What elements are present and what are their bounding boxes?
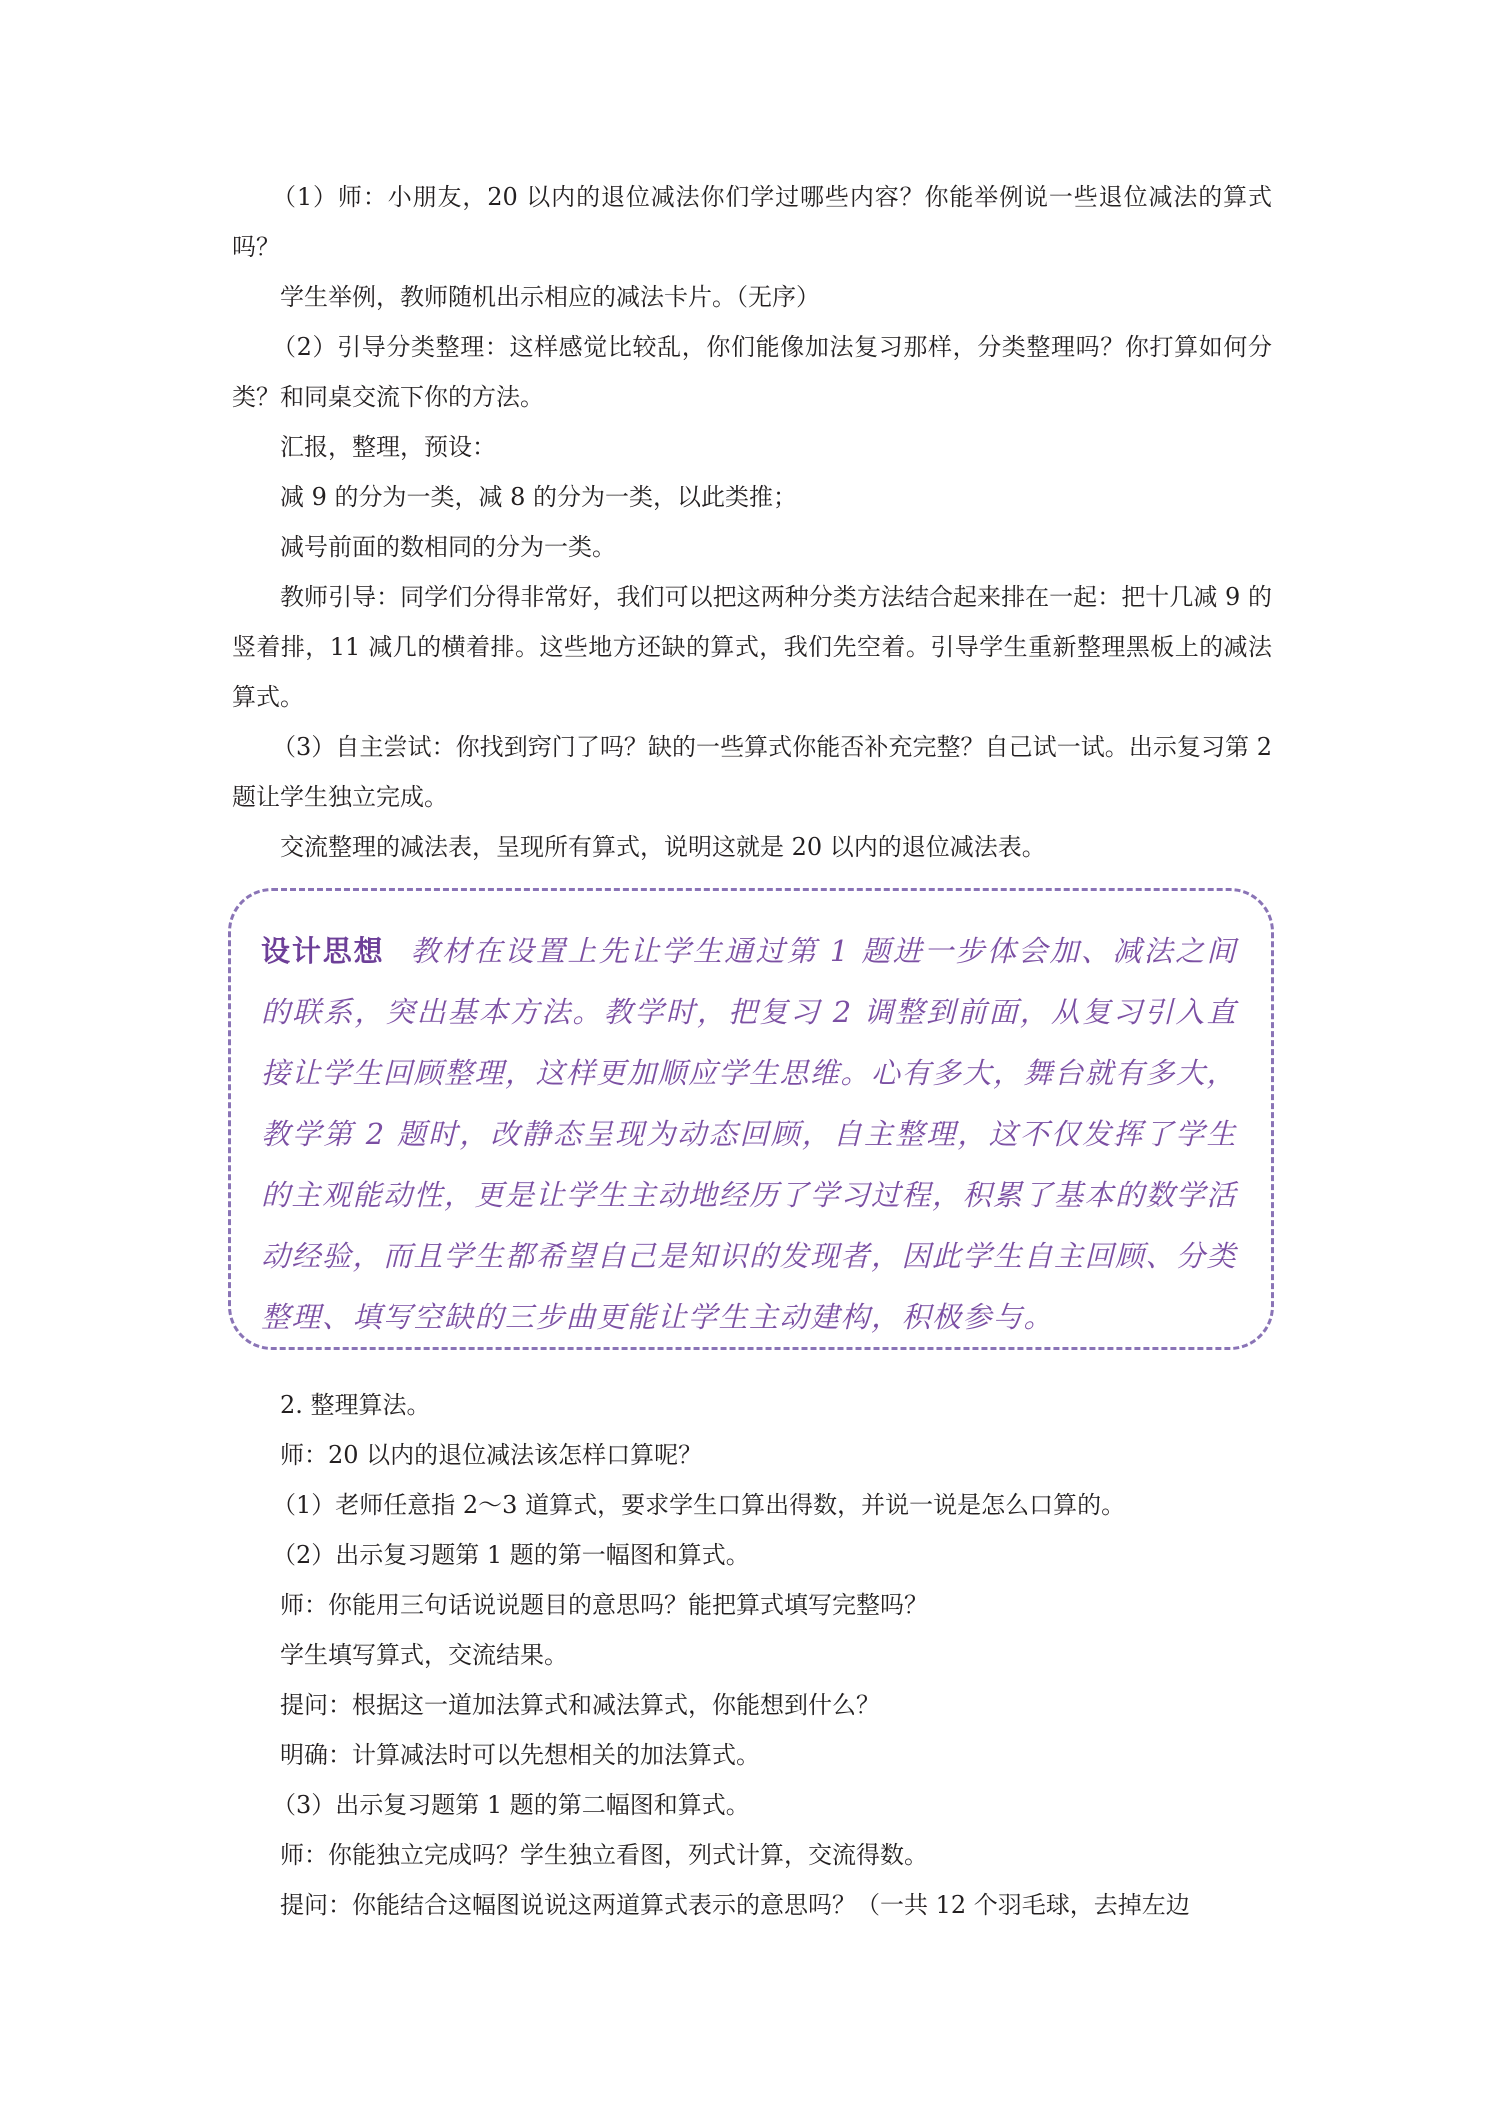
section-heading: 2. 整理算法。 bbox=[280, 1391, 431, 1419]
callout-title: 设计思想 bbox=[261, 934, 385, 968]
paragraph: 教师引导：同学们分得非常好，我们可以把这两种分类方法结合起来排在一起：把十几减 9 的竖着排，11 减几的横着排。这些地方还缺的算式，我们先空着。引导学生重新整理黑板上的减法算式。 bbox=[232, 583, 1272, 711]
callout-body bbox=[261, 921, 1237, 1348]
callout-text: 教材在设置上先让学生通过第 1 题进一步体会加、减法之间的联系，突出基本方法。教学时，把复习 2 调整到前面，从复习引入直接让学生回顾整理，这样更加顺应学生思维。心有多大，舞台就有多大，教学第 2 题时，改静态呈现为动态回顾，自主整理，这不仅发挥了学生的主观能动性，更是让学生主动地经历了学习过程，积累了基本的数学活动经验，而且学生都希望自己是知识的发现者，因此学生自主回顾、分类整理、填写空缺的三步曲更能让学生主动建构，积极参与。 bbox=[261, 934, 1238, 1334]
paragraph: 减号前面的数相同的分为一类。 bbox=[280, 533, 616, 561]
paragraph: （2）出示复习题第 1 题的第一幅图和算式。 bbox=[272, 1541, 750, 1569]
paragraph: 师：你能独立完成吗？学生独立看图，列式计算，交流得数。 bbox=[280, 1841, 928, 1869]
paragraph: 提问：你能结合这幅图说说这两道算式表示的意思吗？（一共 12 个羽毛球，去掉左边 bbox=[280, 1891, 1190, 1919]
paragraph: 减 9 的分为一类，减 8 的分为一类，以此类推； bbox=[280, 483, 798, 511]
paragraph: 交流整理的减法表，呈现所有算式，说明这就是 20 以内的退位减法表。 bbox=[280, 833, 1046, 861]
paragraph: 汇报，整理，预设： bbox=[280, 433, 496, 461]
paragraph: 提问：根据这一道加法算式和减法算式，你能想到什么？ bbox=[280, 1691, 880, 1719]
paragraph: 学生举例，教师随机出示相应的减法卡片。（无序） bbox=[280, 283, 820, 311]
paragraph: 师：20 以内的退位减法该怎样口算呢？ bbox=[280, 1441, 703, 1469]
paragraph: 师：你能用三句话说说题目的意思吗？能把算式填写完整吗？ bbox=[280, 1591, 928, 1619]
paragraph: （1）老师任意指 2～3 道算式，要求学生口算出得数，并说一说是怎么口算的。 bbox=[272, 1491, 1126, 1519]
paragraph: （1）师：小朋友，20 以内的退位减法你们学过哪些内容？你能举例说一些退位减法的算式吗？ bbox=[232, 183, 1272, 261]
design-thought-callout bbox=[228, 888, 1274, 1350]
paragraph: 明确：计算减法时可以先想相关的加法算式。 bbox=[280, 1741, 760, 1769]
paragraph: 学生填写算式，交流结果。 bbox=[280, 1641, 568, 1669]
paragraph: （2）引导分类整理：这样感觉比较乱，你们能像加法复习那样，分类整理吗？你打算如何分类？和同桌交流下你的方法。 bbox=[232, 333, 1272, 411]
paragraph: （3）自主尝试：你找到窍门了吗？缺的一些算式你能否补充完整？自己试一试。出示复习第 2 题让学生独立完成。 bbox=[232, 733, 1272, 811]
lesson-text-section-1 bbox=[232, 172, 1272, 872]
lesson-text-section-2 bbox=[232, 1380, 1272, 1930]
paragraph: （3）出示复习题第 1 题的第二幅图和算式。 bbox=[272, 1791, 750, 1819]
